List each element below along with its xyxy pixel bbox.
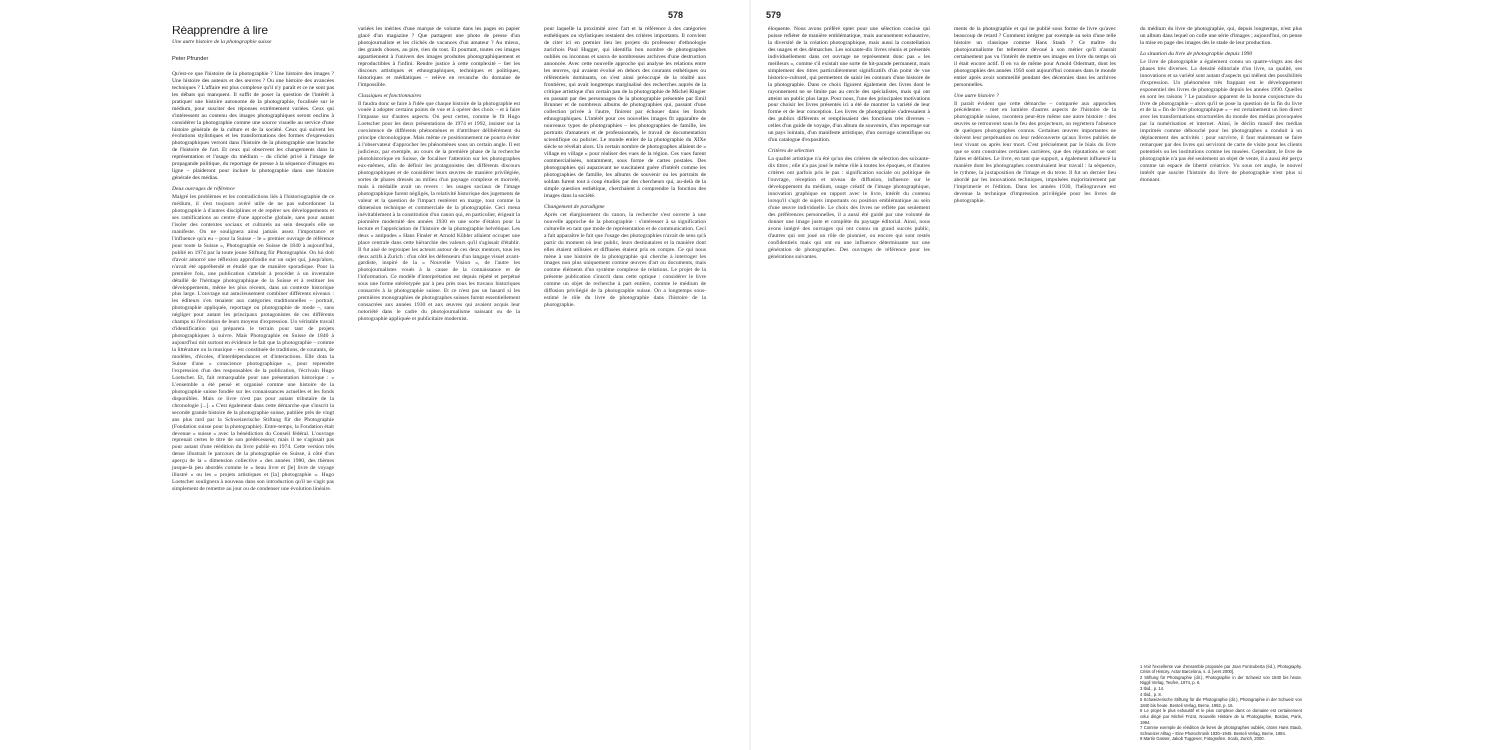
paragraph: pour laquelle la proximité avec l'art et la référence à des catégories esthétiques ou stylistiques restaient des critères importants. Il convient de citer ici en premier lieu les projets du professeur d'ethnologie zurichois Paul Hugger, qui identifia bon nombre de photographes oubliés ou inconnus et sauva de nombreuses archives d'une destruction annoncée. Avec cette nouvelle approche qui analyse les relations entre les œuvres, qui avaient évolué en dehors des courants esthétiques ou référentiels dominants, on s'est ainsi préoccupé de la réalité aux frontières, qui avait longtemps marginalisé des recherches auprès de la critique artistique d'un certain pan de la photographie de Michel Ringier en passant par des personnages de la photographie présentée par Emil Brunner et de nombreux albums de photographies qui, passant d'une collection privée à l'autre, finirent par échouer dans les fonds ethnographiques. L'intérêt pour ces nouvelles images fit apparaître de nouveaux types de photographies – les photographies de famille, les portraits d'amateurs et de professionnels, le travail de documentation scientifique ou policier. Le monde entier de la photographie du XIXe siècle se révélait alors. Un certain nombre de photographes allaient de « village en village » pour réaliser des vues de la région. Ces vues furent commercialisées, notamment, sous forme de cartes postales. Des photographies qui auparavant ne suscitaient guère d'intérêt comme les photographies de famille, les albums de souvenir ou les portraits de soldats furent tout à coup étudiés par des chercheurs qui, au-delà de la simple question esthétique, cherchaient à comprendre la fonction des images dans la société.: [544, 26, 706, 199]
paragraph: Le livre de photographie a également connu un quatre-vingts ans des phases très diverses. La densité éditoriale d'un livre, sa qualité, ses innovations et sa variété sont autant d'aspects qui mêlent des possibilités d'expression. Un phénomène très frappant est le développement exponentiel des livres de photographie depuis les années 1990. Quelles en sont les raisons ? Le paradoxe apparent de la bonne conjoncture du livre de photographie – alors qu'il se pose la question de la fin du livre et de la « fin de l'ère photographique » – est certainement un lien direct avec les transformations structurelles du monde des médias provoquées par la numérisation et internet. Ainsi, le déclin massif des médias imprimés comme débouché pour les photographes a conduit à un déplacement des activités : pour survivre, il faut maintenant se faire remarquer par des livres qui serviront de carte de visite pour les clients potentiels ou les institutions comme les musées. Cependant, le livre de photographie n'a pas été seulement un objet de vente, il a aussi été perçu comme un espace de liberté créatrice. Vu sous cet angle, le nouvel intérêt que suscite l'histoire du livre de photographie n'est plus si étonnant.: [1140, 58, 1302, 184]
footnote: 2 Stiftung für Photographie (dir.), Photographie in der Schweiz von 1840 bis heute. Niggli Verlag, Teufen, 1974, p. 6.: [1140, 674, 1302, 686]
paragraph: Il paraît évident que cette démarche – comparée aux approches précédentes – met en lumière d'autres aspects de l'histoire de la photographie suisse, racontera peut-être même une autre histoire : des œuvres se retrouvent sous le feu des projecteurs, on regrettera l'absence de quelques photographes connus. Certaines œuvres importantes ne doivent leur perpétuation ou leur redécouverte qu'aux livres publiés de leur vivant ou après leur mort. C'est précisément par le biais du livre que se sont construites certaines carrières, que des réputations se sont faites et défaites. Le livre, en tant que support, a également influencé la manière dont les photographes construisaient leur travail : la séquence, le rythme, la juxtaposition de l'image et du texte. Il fut un dernier lieu abordé par les innovations techniques, impulsées majoritairement par l'imprimerie et l'édition. Dans les années 1930, l'héliogravure est devenue la technique d'impression privilégiée pour les livres de photographie.: [954, 100, 1116, 204]
paragraph: Il faudra donc se faire à l'idée que chaque histoire de la photographie est vouée à adopter certains points de vue et à opérer des choix – et à faire l'impasse sur d'autres aspects. On peut certes, comme le fit Hugo Loetscher pour les deux présentations de 1974 et 1992, insister sur la coexistence de différents phénomènes et d'attribuer délibérément du principe chronologique. Mais même ce positionnement ne pourra éviter à l'observateur d'approcher les phénomènes sous un certain angle. Il est judicieux, par exemple, au cours de la première phase de la recherche photohistorique en Suisse, de focaliser l'attention sur les photographes eux-mêmes, afin de définir les protagonistes des différents discours photographiques et de considérer leurs œuvres de manière privilégiée, sortes de phares dressés au milieu d'un paysage complexe et morcelé, mais à médaille avait un revers : les usages sociaux de l'image photographique furent négligés, la relativité historique des jugements de valeur et la question de l'impact restèrent en marge, tout comme la dimension technique et commerciale de la photographie. Ceci mena inévitablement à la constitution d'un canon qui, en particulier, érigeait la pionnière modernité des années 1930 en une sorte d'étalon pour la lecture et l'appréciation de l'histoire de la photographie helvétique. Les deux « antipodes » Hans Finsler et Arnold Kübler allaient occuper une place centrale dans cette hiérarchie des valeurs qu'il s'agissait d'établir. Il fut aisé de regrouper les acteurs autour de ces deux mentors, tous les deux actifs à Zurich : d'un côté les défenseurs d'un langage visuel avant-gardiste, inspiré de la « Nouvelle Vision », de l'autre les photojournalistes voués à la cause de la connaissance et de l'information. Ce modèle d'interprétation est depuis répété et perpétué sous une forme stéréotypée par à peu près tous les travaux historiques consacrés à la photographie suisse. Et ce n'est pas un hasard si les premières monographies de photographes suisses furent essentiellement consacrées aux années 1930 et aux œuvres qui avaient acquis leur notoriété dans le cadre du photojournalisme naissant ou de la photographie appliquée et publicitaire modernist.: [358, 100, 520, 323]
paragraph: éloquente. Nous avons préféré opter pour une sélection concise qui puisse refléter de manière emblématique, mais aucunement exhaustive, la diversité de la création photographique, mais aussi la constellation des usages et des démarches. Les soixante-dix livres réunis et présentés individuellement dans cet ouvrage ne représentent donc pas « les meilleurs », comme s'il existait une sorte de hit-parade permanent, mais simplement des titres particulièrement significatifs d'un point de vue historico-culturel, qui permettent de saisir les contours d'une histoire de la photographie. Dans ce choix figurent également des livres dont le rayonnement ne se limite pas au cercle des spécialistes, mais qui ont atteint un public plus large. Pour nous, l'une des principales motivations pour choisir les livres présentés ici a été de montrer la variété de leur forme et de leur conception. Les livres de photographie s'adressaient à des publics différents et remplissaient des fonctions très diverses – celles d'un guide de voyage, d'un album de souvenirs, d'un reportage sur un pays lointain, d'un manifeste artistique, d'un ouvrage scientifique ou d'un catalogue d'exposition.: [768, 26, 930, 144]
text-column-4: [768, 26, 930, 742]
footnotes: [1140, 664, 1302, 742]
footnote: 6 Le projet le plus exhaustif et le plus complexe dans ce domaine est certainement celui dirigé par Michel Frizot, Nouvelle Histoire de la Photographie, Bordas, Paris, 1994.: [1140, 708, 1302, 725]
footnote: 1 Voir l'excellente vue d'ensemble proposée par Joan Fontcuberta (éd.), Photography. Crisis of History. Actar Barcelona, s. d. [vers 2000].: [1140, 663, 1302, 675]
section-heading: Changement de paradigme: [544, 203, 605, 210]
footnote: 4 Ibid., p. 8.: [1140, 691, 1162, 697]
section-heading: Classiques et fonctionnaires: [358, 92, 422, 99]
page-number-left: 578: [668, 10, 684, 20]
paragraph: variées les mérites d'une marque de volume dans les pages en papier glacé d'un magazine ? Que partagent une photo de presse d'un photojournaliste et les clichés de vacances d'un amateur ? Au mieux, des grands choses, au pire, rien du tout. Et pourtant, toutes ces images appartiennent à l'univers des images produites photographiquement et reproductibles à l'infini. Rendre justice à cette complexité – lier les discours artistiques et ethnographiques, techniques et politiques, historiques et médiatiques – relève en revanche du domaine de l'impossible.: [358, 26, 520, 88]
footnote: 3 Ibid., p. 14.: [1140, 686, 1165, 692]
paragraph: Malgré les problèmes et les contradictions liés à l'historiographie de ce médium, il s'est toujours avéré utile de ne pas subordonner la photographie à d'autres disciplines et de repérer ses développements et ses ramifications au centre d'une approche globale, sans pour autant l'isoler des contextes sociaux et culturels au sein desquels elle se manifeste. On ne soulignera ainsi jamais assez l'importance et l'influence qu'a eu – pour la Suisse – le « premier ouvrage de référence pour toute la Suisse », Photographie en Suisse de 1840 à aujourd'hui, publié en 1974 par la toute jeune Stiftung für Photographie. On lui doit d'avoir amorcé une réflexion approfondie sur un sujet qui, jusqu'alors, n'avait été appréhendé et étudié que de manière sporadique. Pour la première fois, une publication s'attelait à procéder à un inventaire détaillé de l'héritage photographique de la Suisse et à restituer les développements, même les plus récents, dans un contexte historique plus large. L'ouvrage sut astucieusement combiner différents niveaux : les éditeurs s'en tenaient aux catégories traditionnelles – portrait, photographie appliquée, reportage ou photographie de mode –, sans négliger pour autant les principaux protagonistes de ces différents champs ni l'évolution de leurs moyens d'expression. Un véritable travail d'identification qui préparera le terrain pour tant de projets photographiques à suivre. Mais Photographie en Suisse de 1840 à aujourd'hui mit surtout en évidence le fait que la photographie – comme la littérature ou la musique – est constituée de traditions, de courants, de modèles, d'écoles, d'interdépendances et d'interactions. Elle dota la Suisse d'une « conscience photographique », pour reprendre l'expression d'un des responsables de la publication, l'écrivain Hugo Loetscher. Et, fait remarquable pour une présentation historique : « L'ensemble a été pensé et organisé comme une histoire de la photographie suisse fondée sur les connaissances actuelles et les fonds disponibles. Mais ce livre n'est pas pour autant tributaire de la chronologie [...]. » C'est également dans cette démarche que s'inscrit la seconde grande histoire de la photographie suisse, publiée près de vingt ans plus tard par la Schweizerische Stiftung für die Photographie (Fondation suisse pour la photographie). Entre-temps, la Fondation était devenue « suisse » avec la bénédiction du Conseil fédéral. L'ouvrage reprenait certes le titre de son prédécesseur, mais il ne s'agissait pas pour autant d'une réédition du livre publié en 1974. Cette version très dense illustrait le parcours de la photographie en Suisse, à côté d'un aperçu de la « dimension collective » des années 1980, des thèmes jusque-là peu abordés comme le « beau livre et [le] livre de voyage illustré » ou les « projets artistiques et [la] photographie ». Hugo Loetscher soulignera à nouveau dans son introduction qu'il ne s'agit pas simplement de remettre au jour ou de condenser une évolution linéaire.: [172, 194, 334, 493]
section-heading: Une autre histoire ?: [954, 92, 999, 99]
text-column-6: [1140, 26, 1302, 742]
footnote: 8 Martin Gasser, Jakob Tuggener, Fotografien. Scalo, Zurich, 2000.: [1140, 736, 1265, 742]
paragraph: La qualité artistique n'a été qu'un des critères de sélection des soixante-dix titres ; elle n'a pas joué le même rôle à toutes les époques, et d'autres critères ont parfois pris le pas : signification sociale ou politique de l'ouvrage, réception et niveau de diffusion, influence sur le développement du médium, usage créatif de l'image photographique, innovation graphique en rapport avec le livre, intérêt du contenu lorsqu'il s'agit de sujets importants ou position emblématique au sein d'une œuvre individuelle. Le choix des livres ne reflète pas seulement des préférences personnelles, il a aussi été guidé par une volonté de donner une image juste et complète du paysage éditorial. Ainsi, nous avons intégré des ouvrages qui ont connu un grand succès public, d'autres qui ont joué un rôle de pionnier, ou encore qui sont restés confidentiels mais qui ont eu une influence déterminante sur une génération de photographes. Des ouvrages de référence pour les générations suivantes.: [768, 156, 930, 260]
page-number-right: 579: [766, 10, 782, 20]
paragraph: ments de la photographie et qui ne publié sous forme de livre qu'avec beaucoup de retard ? Comment intégrer par exemple au sein d'une telle histoire un classique comme Hans Staub ? Ce maître du photojournalisme fut tellement dévoué à son métier qu'il n'aurait certainement pas vu l'intérêt de mettre ses images en livre du temps où il était encore actif. Il en va de même pour Arnold Odermatt, dont les photographies des années 1950 sont aujourd'hui connues dans le monde entier après avoir sommeillé pendant des décennies dans les archives personnelles.: [954, 26, 1116, 88]
text-column-3: [544, 26, 706, 742]
page-gutter: [749, 0, 751, 750]
section-heading: Critères de sélection: [768, 148, 815, 155]
section-heading: Deux ouvrages de référence: [172, 186, 235, 193]
text-column-1: [172, 26, 334, 742]
footnote: 7 Comme exemple de réédition de livres de photographes oubliés, citons Hans Staub, Schweizer Alltag – Eine Photochronik 1930–1945. Benteli Verlag, Berne, 1984.: [1140, 725, 1302, 736]
paragraph: Après cet élargissement du canon, la recherche s'est ouverte à une nouvelle approche de la photographie : s'intéresser à sa signification culturelle en tant que mode de représentation et de communication. Ceci a fait apparaître le fait que l'usage des photographies n'avait de sens qu'à partir du moment où leur public, leurs destinataires et la manière dont elles étaient utilisées et diffusées étaient pris en compte. Ce qui nous mène à une histoire de la photographie qui cherche à interroger les images non plus uniquement comme œuvres d'art ou documents, mais comme éléments d'un système complexe de relations. Le projet de la présente publication s'inscrit dans cette optique : considérer le livre comme un objet de recherche à part entière, comme le médium de diffusion privilégié de la photographie suisse. On a longtemps sous-estimé le rôle du livre de photographie dans l'histoire de la photographie.: [544, 211, 706, 309]
section-heading: La situation du livre de photographie depuis 1990: [1140, 50, 1253, 57]
footnote: 5 Schweizerische Stiftung für die Photographie (dir.), Photographie in der Schweiz von 1840 bis heute. Benteli Verlag, Berne, 1992, p. 16.: [1140, 697, 1302, 708]
paragraph: Qu'est-ce que l'histoire de la photographie ? Une histoire des images ? Une histoire des auteurs et des œuvres ? Ou une histoire des avancées techniques ? L'affaire est plus complexe qu'il n'y paraît et ce ne sont pas les débats qui manquent. Il suffit de poser la question de l'intérêt à pratiquer une histoire autonome de la photographie, focalisée sur le médium, pour susciter des réponses extrêmement variées. Ceux qui s'intéressent au contenu des images photographiques seront enclins à considérer la photographie comme une source visuelle au service d'une histoire générale de la culture et de la société. Ceux qui suivent les évolutions stylistiques et les transformations des formes d'expression photographiques verront dans l'histoire de la photographie une branche de l'histoire de l'art. Et ceux qui observent les changements dans la représentation et l'usage du médium – du cliché privé à l'image de propagande politique, du reportage de presse à la séquence d'images en ligne – plaideront pour inclure la photographie dans une histoire générale des médias.: [172, 70, 334, 182]
article-subtitle: Une autre histoire de la photographie suisse: [172, 39, 272, 45]
article-author: Peter Pfrunder: [172, 55, 209, 62]
text-column-2: [358, 26, 520, 742]
text-column-5: [954, 26, 1116, 742]
paragraph: du médium du livre de photographie, qui, depuis longtemps, n'est plus un album dans lequel on colle une série d'images ; aujourd'hui, on pense la mise en page des images dès le stade de leur production.: [1140, 26, 1302, 46]
article-title: Réapprendre à lire: [172, 26, 268, 37]
